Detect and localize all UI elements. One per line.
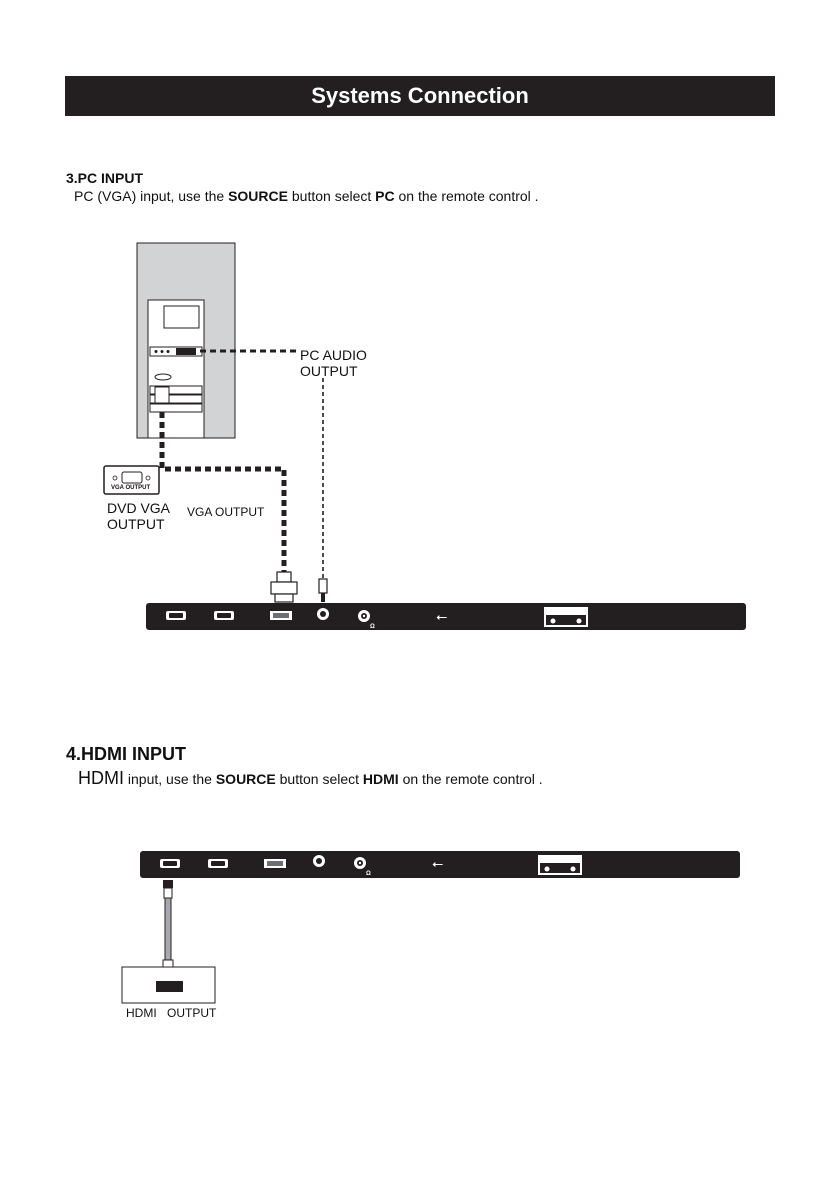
- hdmi-output-box: [122, 967, 215, 1003]
- svg-text:⭠: ⭠: [432, 856, 444, 872]
- vga-output-label: VGA OUTPUT: [187, 505, 265, 519]
- pc-audio-label-line1: PC AUDIO: [300, 347, 367, 363]
- pc-tower: [137, 243, 235, 438]
- audio-plug: [319, 579, 327, 602]
- hdmi-output-label-2: OUTPUT: [167, 1006, 217, 1020]
- vga-plug: [271, 572, 297, 602]
- hdmi-input-description: HDMI input, use the SOURCE button select HDMI on the remote control .: [78, 768, 543, 788]
- hdmi-output-label-1: HDMI: [126, 1006, 157, 1020]
- svg-text:Ω: Ω: [366, 871, 371, 877]
- svg-text:⭠: ⭠: [436, 609, 448, 625]
- dvd-vga-label-line1: DVD VGA: [107, 500, 171, 516]
- dvd-vga-label-line2: OUTPUT: [107, 516, 165, 532]
- pc-input-heading: 3.PC INPUT: [66, 170, 144, 186]
- tv-port-panel-hdmi: [140, 851, 740, 878]
- hdmi-cable: [163, 880, 173, 974]
- hdmi-input-heading: 4.HDMI INPUT: [66, 744, 187, 764]
- banner-title: Systems Connection: [311, 83, 529, 108]
- svg-text:Ω: Ω: [370, 624, 375, 630]
- vga-box-label: VGA OUTPUT: [111, 485, 151, 491]
- pc-input-description: PC (VGA) input, use the SOURCE button select PC on the remote control .: [74, 188, 539, 204]
- tv-port-panel-pc: [146, 603, 746, 630]
- pc-audio-label-line2: OUTPUT: [300, 363, 358, 379]
